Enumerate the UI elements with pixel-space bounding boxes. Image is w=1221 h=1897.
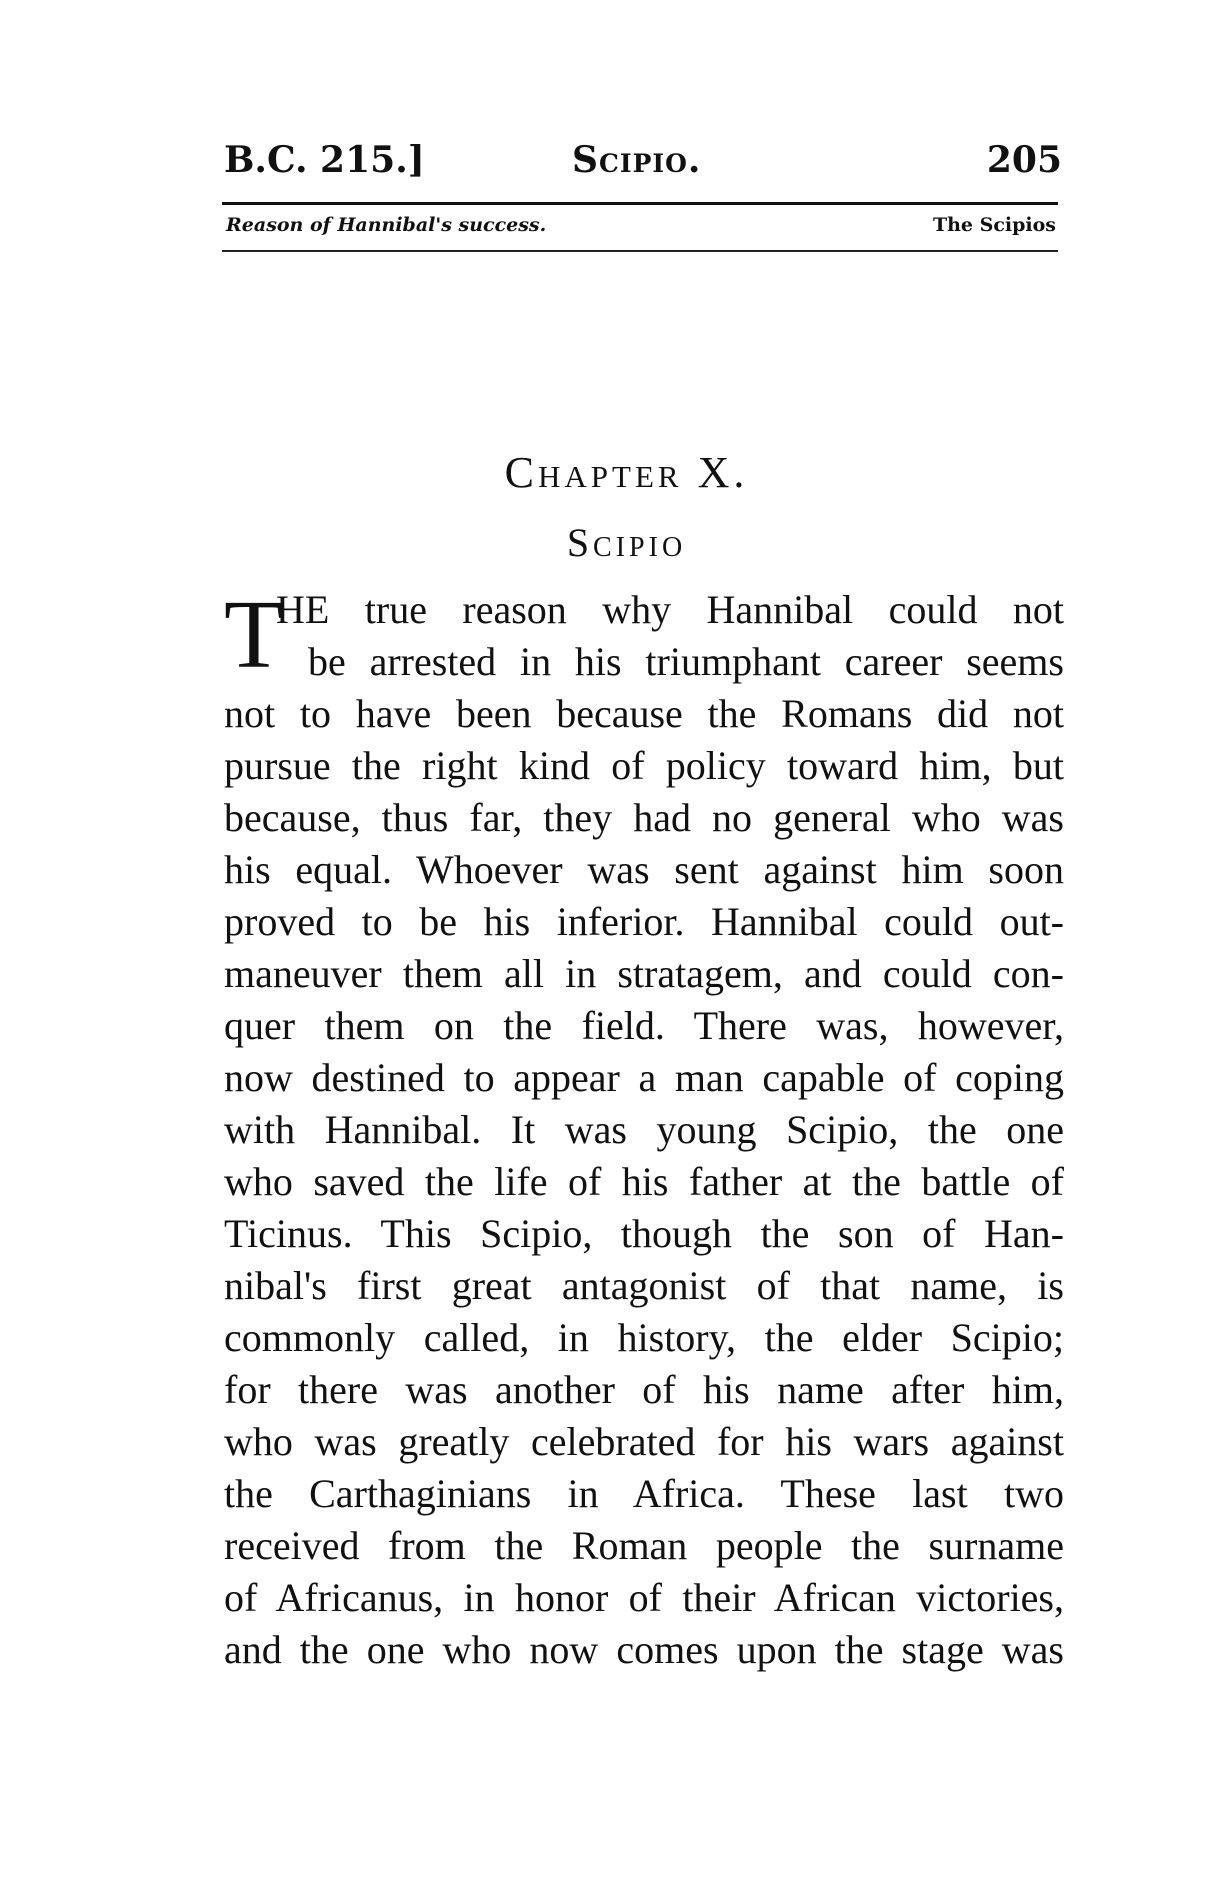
sidenote-left: Reason of Hannibal's success. bbox=[226, 214, 547, 236]
text-line: nibal's first great antagonist of that name, is bbox=[224, 1263, 1064, 1308]
text-line: with Hannibal. It was young Scipio, the one bbox=[224, 1107, 1064, 1152]
text-line: HE true reason why Hannibal could not bbox=[276, 587, 1064, 632]
drop-cap: T bbox=[224, 581, 284, 689]
text-line: proved to be his inferior. Hannibal could out- bbox=[224, 899, 1064, 944]
chapter-subtitle: Scipio bbox=[566, 520, 687, 565]
running-head-date: B.C. 215.] bbox=[224, 139, 425, 181]
text-line: his equal. Whoever was sent against him soon bbox=[224, 847, 1064, 892]
text-line: who saved the life of his father at the battle of bbox=[224, 1159, 1064, 1204]
text-line: for there was another of his name after him, bbox=[224, 1367, 1064, 1412]
text-line: commonly called, in history, the elder Scipio; bbox=[224, 1315, 1064, 1360]
page-number: 205 bbox=[986, 139, 1062, 181]
text-line: and the one who now comes upon the stage was bbox=[224, 1627, 1064, 1672]
text-line: because, thus far, they had no general who was bbox=[224, 795, 1064, 840]
text-line: received from the Roman people the surname bbox=[224, 1523, 1064, 1568]
text-line: Ticinus. This Scipio, though the son of Han- bbox=[224, 1211, 1064, 1256]
text-line: be arrested in his triumphant career seems bbox=[308, 639, 1064, 684]
running-head-title: Scipio. bbox=[572, 139, 702, 181]
sidenote-right: The Scipios bbox=[932, 214, 1056, 236]
text-line: now destined to appear a man capable of coping bbox=[224, 1055, 1064, 1100]
text-line: the Carthaginians in Africa. These last two bbox=[224, 1471, 1064, 1516]
text-line: not to have been because the Romans did not bbox=[224, 691, 1064, 736]
text-line: of Africanus, in honor of their African victories, bbox=[224, 1575, 1064, 1620]
sidenote-row bbox=[222, 213, 1058, 239]
running-head bbox=[224, 138, 1072, 198]
text-line: who was greatly celebrated for his wars against bbox=[224, 1419, 1064, 1464]
text-line: pursue the right kind of policy toward him, but bbox=[224, 743, 1064, 788]
body-text bbox=[224, 581, 1064, 1676]
header-rule-top bbox=[222, 202, 1058, 205]
chapter-title: Chapter X. bbox=[504, 448, 749, 497]
text-line: maneuver them all in stratagem, and could con- bbox=[224, 951, 1064, 996]
header-rule-bottom bbox=[222, 250, 1058, 252]
text-line: quer them on the field. There was, however, bbox=[224, 1003, 1064, 1048]
